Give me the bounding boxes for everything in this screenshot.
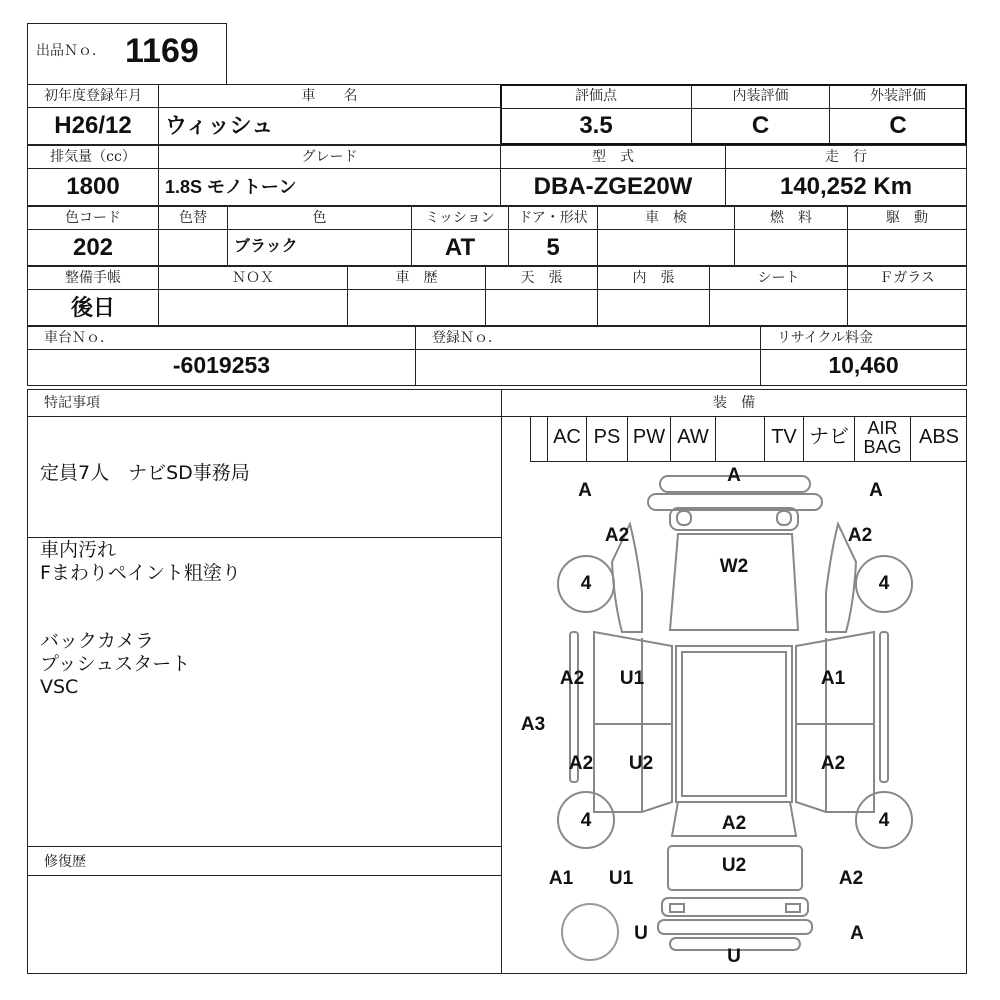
equipment-airbag: AIR BAG — [854, 416, 911, 462]
emblem-2 — [777, 511, 791, 525]
recolor-label: 色替 — [158, 206, 228, 230]
spare-wheel — [562, 904, 618, 960]
hood-front — [670, 508, 798, 530]
chassis-value: -6019253 — [27, 349, 416, 386]
mission-label: ミッション — [411, 206, 509, 230]
car-name-label: 車 名 — [158, 84, 501, 108]
maintenance-label: 整備手帳 — [27, 266, 159, 290]
inspection-label: 車 検 — [597, 206, 735, 230]
interior-eval-value: C — [691, 108, 830, 144]
rear-light-left — [670, 904, 684, 912]
color-code-label: 色コード — [27, 206, 159, 230]
damage-right-quarter: A2 — [838, 868, 864, 889]
exterior-eval-value: C — [829, 108, 966, 144]
damage-front-left-corner: A — [578, 480, 592, 501]
damage-right-fender: A2 — [847, 525, 873, 546]
mission-value: AT — [411, 229, 509, 266]
mileage-value: 140,252 Km — [725, 168, 967, 206]
damage-tailgate: U2 — [721, 855, 747, 876]
equipment-label: 装 備 — [501, 389, 967, 417]
damage-windshield: W2 — [719, 556, 749, 577]
car-damage-diagram — [502, 462, 966, 973]
damage-left-front-door-out: A2 — [559, 668, 585, 689]
damage-left-quarter: A1 — [548, 868, 574, 889]
damage-left-rear-door: U2 — [628, 753, 654, 774]
equipment-aw: AW — [670, 416, 716, 462]
roof-inner — [682, 652, 786, 796]
equipment-navi: ナビ — [803, 416, 855, 462]
remark-line-2: 車内汚れ — [40, 539, 117, 561]
damage-left-rear-door-out: A2 — [568, 753, 594, 774]
damage-left-rear-pillar: U1 — [608, 868, 634, 889]
history-label: 車 歴 — [347, 266, 486, 290]
repair-history-label: 修復歴 — [27, 846, 502, 876]
mileage-label: 走 行 — [725, 145, 967, 169]
fglass-value — [847, 289, 967, 326]
damage-right-front-wheel: 4 — [878, 573, 890, 594]
grade-label: グレード — [158, 145, 501, 169]
roof-value — [485, 289, 598, 326]
displacement-value: 1800 — [27, 168, 159, 206]
equipment-abs: ABS — [910, 416, 967, 462]
maintenance-value: 後日 — [27, 289, 159, 326]
roof — [676, 646, 792, 802]
history-value — [347, 289, 486, 326]
score-label: 評価点 — [501, 85, 692, 109]
color-label: 色 — [227, 206, 412, 230]
damage-rear-glass: A2 — [721, 813, 747, 834]
damage-right-rear-door: A2 — [820, 753, 846, 774]
door-label: ドア・形状 — [508, 206, 598, 230]
emblem — [677, 511, 691, 525]
interior-trim-value — [597, 289, 710, 326]
grade-value: 1.8S モノトーン — [158, 168, 501, 206]
right-mirror — [880, 632, 888, 782]
rear-bumper — [658, 920, 812, 934]
windshield — [670, 534, 798, 630]
rear-light-right — [786, 904, 800, 912]
roof-label: 天 張 — [485, 266, 598, 290]
equipment-row — [530, 416, 967, 462]
damage-left-front-door: U1 — [619, 668, 645, 689]
lot-number: 1169 — [125, 32, 199, 70]
recycle-label: リサイクル料金 — [760, 326, 967, 350]
interior-eval-label: 内装評価 — [691, 85, 830, 109]
nox-label: ＮＯＸ — [158, 266, 348, 290]
repair-history-box — [27, 875, 502, 974]
color-code-value: 202 — [27, 229, 159, 266]
equipment-ac: AC — [547, 416, 587, 462]
door-value: 5 — [508, 229, 598, 266]
first-reg-label: 初年度登録年月 — [27, 84, 159, 108]
model-label: 型 式 — [500, 145, 726, 169]
remark-line-6: VSC — [40, 676, 79, 698]
seat-value — [709, 289, 848, 326]
damage-front: A — [727, 465, 741, 486]
equipment-pw: PW — [627, 416, 671, 462]
equipment-blank-2 — [715, 416, 765, 462]
first-reg-value: H26/12 — [27, 107, 159, 145]
equipment-tv: TV — [764, 416, 804, 462]
remark-line-4: バックカメラ — [40, 630, 155, 652]
fglass-label: Ｆガラス — [847, 266, 967, 290]
score-value: 3.5 — [501, 108, 692, 144]
equipment-blank-1 — [530, 416, 548, 462]
recycle-value: 10,460 — [760, 349, 967, 386]
damage-left-fender: A2 — [604, 525, 630, 546]
damage-right-front-door: A1 — [820, 668, 846, 689]
lot-number-box — [27, 23, 227, 85]
equipment-ps: PS — [586, 416, 628, 462]
remark-line-3: Fまわりペイント粗塗り — [40, 562, 241, 584]
drive-label: 駆 動 — [847, 206, 967, 230]
reg-number-value — [415, 349, 761, 386]
nox-value — [158, 289, 348, 326]
interior-trim-label: 内 張 — [597, 266, 710, 290]
displacement-label: 排気量（cc） — [27, 145, 159, 169]
recolor-value — [158, 229, 228, 266]
lot-number-label: 出品Ｎｏ． — [36, 43, 106, 59]
fuel-value — [734, 229, 848, 266]
damage-right-rear-wheel: 4 — [878, 810, 890, 831]
damage-left-rocker: A3 — [520, 714, 546, 735]
damage-rear: U — [727, 946, 741, 967]
reg-number-label: 登録Ｎｏ． — [415, 326, 761, 350]
remark-line-1: 定員7人 ナビSD事務局 — [40, 462, 250, 484]
damage-rear-bumper-left: U — [634, 923, 648, 944]
car-name-value: ウィッシュ — [158, 107, 501, 145]
damage-rear-bumper-right: A — [850, 923, 864, 944]
model-value: DBA-ZGE20W — [500, 168, 726, 206]
seat-label: シート — [709, 266, 848, 290]
damage-front-right-corner: A — [869, 480, 883, 501]
fuel-label: 燃 料 — [734, 206, 848, 230]
color-value: ブラック — [227, 229, 412, 266]
remark-line-5: プッシュスタート — [40, 653, 191, 675]
right-body — [796, 632, 874, 812]
inspection-value — [597, 229, 735, 266]
left-body — [594, 632, 672, 812]
damage-left-front-wheel: 4 — [580, 573, 592, 594]
drive-value — [847, 229, 967, 266]
damage-left-rear-wheel: 4 — [580, 810, 592, 831]
chassis-label: 車台Ｎｏ． — [27, 326, 416, 350]
remarks-label: 特記事項 — [27, 389, 502, 417]
exterior-eval-label: 外装評価 — [829, 85, 966, 109]
